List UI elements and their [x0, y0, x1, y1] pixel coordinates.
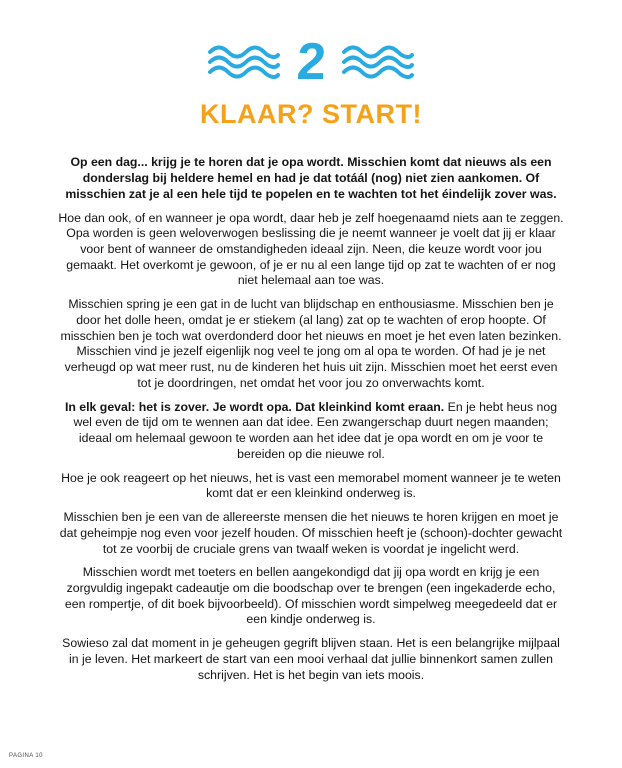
- paragraph: [58, 211, 564, 290]
- paragraph: [58, 471, 564, 502]
- paragraph: [58, 636, 564, 683]
- paragraph-text: Misschien wordt met toeters en bellen aangekondigd dat jij opa wordt en krijg je een zorgvuldig ingepakt cadeautje om die boodschap over te brengen (een ingekaderde echo, een rompertje, of dit boek bijvoorbeeld). Of misschien wordt simpelweg meegedeeld dat er een kindje onderweg is.: [64, 565, 558, 627]
- page-number: PAGINA 10: [9, 753, 43, 759]
- paragraph-text: Misschien ben je een van de allereerste mensen die het nieuws te horen krijgen en moet je dat geheimpje nog even voor jezelf houden. Of misschien heeft je (schoon)-dochter gewacht tot ze voorbij de cruciale grens van twaalf weken is voordat je ingelicht werd.: [59, 510, 563, 556]
- paragraph-text: Misschien spring je een gat in de lucht van blijdschap en enthousiasme. Misschien ben je door het dolle heen, omdat je er stiekem (al lang) zat op te wachten of erop hoopte. Of misschien ben je toch wat overdonderd door het nieuws en moet je het even laten bezinken. Misschien vind je jezelf eigenlijk nog veel te jong om al opa te worden. Of had je je net verheugd op wat meer rust, nu de kinderen het huis uit zijn. Misschien moet het eerst even tot je doordringen, net omdat het voor jou zo onverwachts komt.: [60, 297, 562, 390]
- paragraph: [58, 297, 564, 391]
- paragraph-text: Hoe je ook reageert op het nieuws, het is vast een memorabel moment wanneer je te weten komt dat er een kleinkind onderweg is.: [61, 470, 561, 501]
- chapter-header: [0, 0, 622, 91]
- paragraph: [58, 510, 564, 557]
- paragraph: [58, 565, 564, 628]
- paragraph: [58, 400, 564, 463]
- chapter-number: 2: [295, 33, 327, 91]
- chapter-title: KLAAR? START!: [200, 99, 422, 129]
- body-text: [58, 155, 564, 683]
- paragraph-intro: [58, 155, 564, 202]
- paragraph-bold-text: In elk geval: het is zover. Je wordt opa. Dat kleinkind komt eraan.: [64, 399, 445, 414]
- wave-icon-left: [207, 45, 281, 79]
- paragraph-text: Hoe dan ook, of en wanneer je opa wordt, daar heb je zelf hoegenaamd niets aan te zeggen. Opa worden is geen weloverwogen beslissing die je neemt wanneer je voelt dat jij er klaar voor bent of wanneer de omstandigheden ideaal zijn. Neen, die keuze wordt voor jou gemaakt. Het overkomt je gewoon, of je er nu al een lange tijd op zat te wachten of er nog niet helemaal aan toe was.: [58, 210, 564, 288]
- paragraph-text: Sowieso zal dat moment in je geheugen gegrift blijven staan. Het is een belangrijke mijlpaal in je leven. Het markeert de start van een mooi verhaal dat jullie binnenkort samen zullen schrijven. Het is het begin van iets moois.: [62, 636, 560, 682]
- wave-icon-right: [341, 45, 415, 79]
- paragraph-text: En je hebt heus nog wel even de tijd om te wennen aan dat idee. Een zwangerschap duurt negen maanden; ideaal om helemaal gewoon te worden aan het idee dat je opa wordt en om je voor te bereiden op die nieuwe rol.: [73, 399, 558, 461]
- paragraph-bold-text: Op een dag... krijg je te horen dat je opa wordt. Misschien komt dat nieuws als een donderslag bij heldere hemel en had je dat totáál (nog) niet zien aankomen. Of misschien zat je al een hele tijd te popelen en te wachten tot het éindelijk zover was.: [65, 155, 557, 201]
